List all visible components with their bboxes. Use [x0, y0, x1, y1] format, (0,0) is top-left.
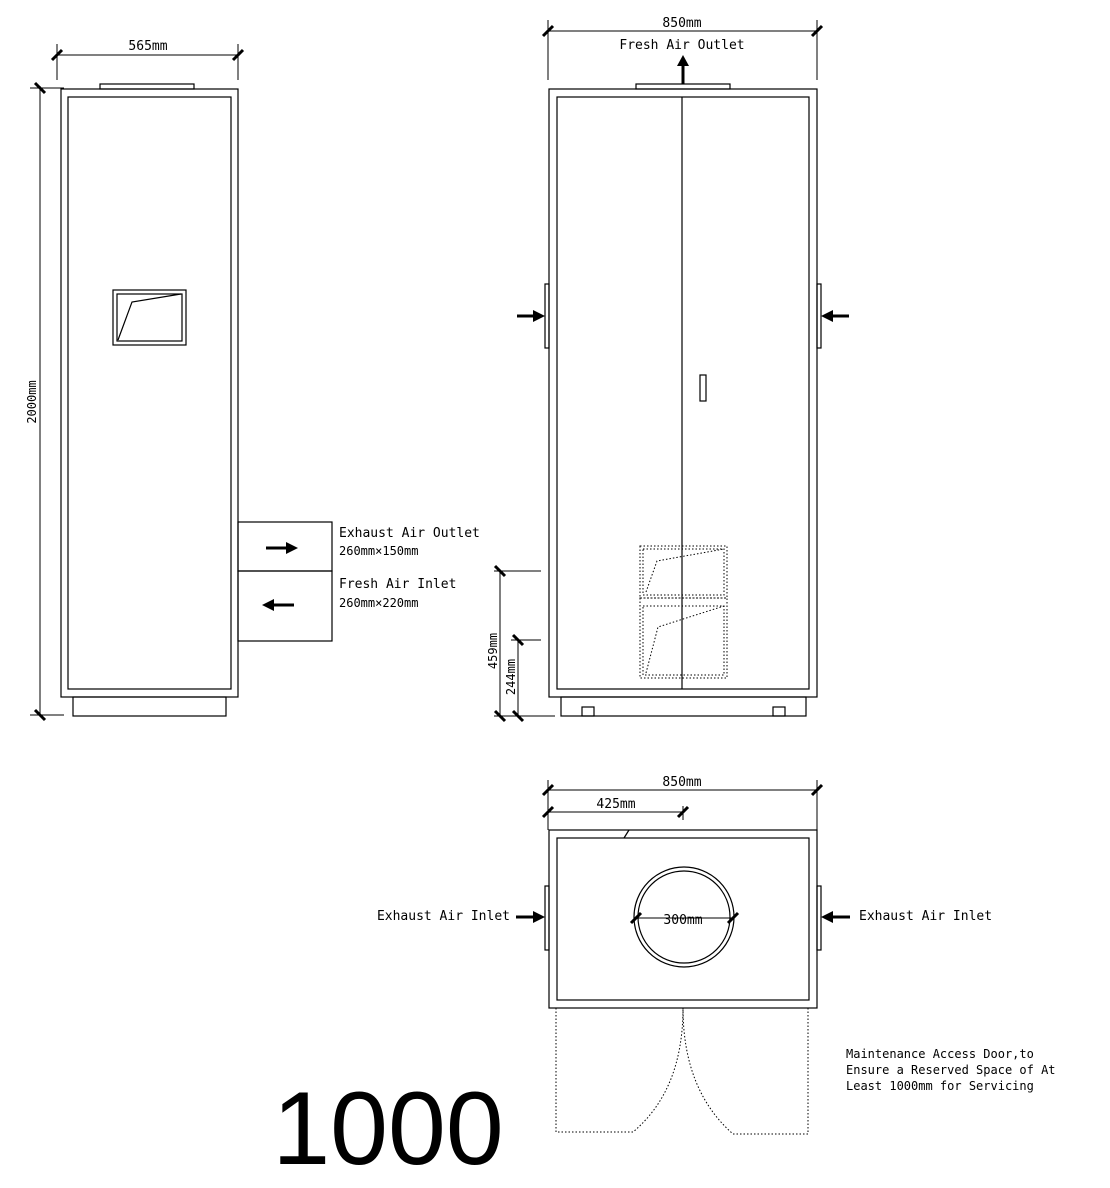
- top-width-label: 850mm: [662, 775, 702, 790]
- front-width-label: 850mm: [662, 16, 702, 31]
- maintenance-note-line1: Maintenance Access Door,to: [846, 1047, 1034, 1061]
- front-right-inlet-arrow-icon: [821, 310, 849, 322]
- top-right-inlet-arrow-icon: [821, 911, 850, 923]
- side-inspection-window: [113, 290, 186, 345]
- side-width-label: 565mm: [128, 39, 168, 54]
- door-handle: [700, 375, 706, 401]
- fresh-outlet-arrow-icon: [677, 55, 689, 84]
- maintenance-note-line3: Least 1000mm for Servicing: [846, 1079, 1034, 1093]
- side-cabinet-outline: [61, 89, 238, 697]
- exhaust-outlet-label: Exhaust Air Outlet: [339, 526, 480, 541]
- fresh-inlet-arrow-icon: [262, 599, 294, 611]
- top-left-inlet-arrow-icon: [516, 911, 545, 923]
- front-view: [486, 16, 849, 721]
- dim-244-label: 244mm: [504, 658, 518, 696]
- hidden-rear-ports: [640, 546, 727, 678]
- half-width-label: 425mm: [596, 797, 636, 812]
- duct-diameter-label: 300mm: [663, 913, 703, 928]
- dim-459-label: 459mm: [486, 632, 500, 670]
- maintenance-note-line2: Ensure a Reserved Space of At: [846, 1063, 1056, 1077]
- exhaust-inlet-left-label: Exhaust Air Inlet: [376, 909, 510, 924]
- maintenance-door-swing: [556, 1008, 808, 1134]
- side-height-label: 2000mm: [25, 380, 39, 424]
- exhaust-outlet-size: 260mm×150mm: [339, 544, 419, 558]
- scale-label: 1000: [272, 1071, 504, 1187]
- exhaust-outlet-arrow-icon: [266, 542, 298, 554]
- exhaust-inlet-right-label: Exhaust Air Inlet: [859, 909, 993, 924]
- front-left-inlet-arrow-icon: [517, 310, 545, 322]
- side-view: [25, 39, 480, 720]
- fresh-inlet-size: 260mm×220mm: [339, 596, 419, 610]
- fresh-outlet-label: Fresh Air Outlet: [619, 38, 745, 53]
- fresh-inlet-label: Fresh Air Inlet: [339, 577, 457, 592]
